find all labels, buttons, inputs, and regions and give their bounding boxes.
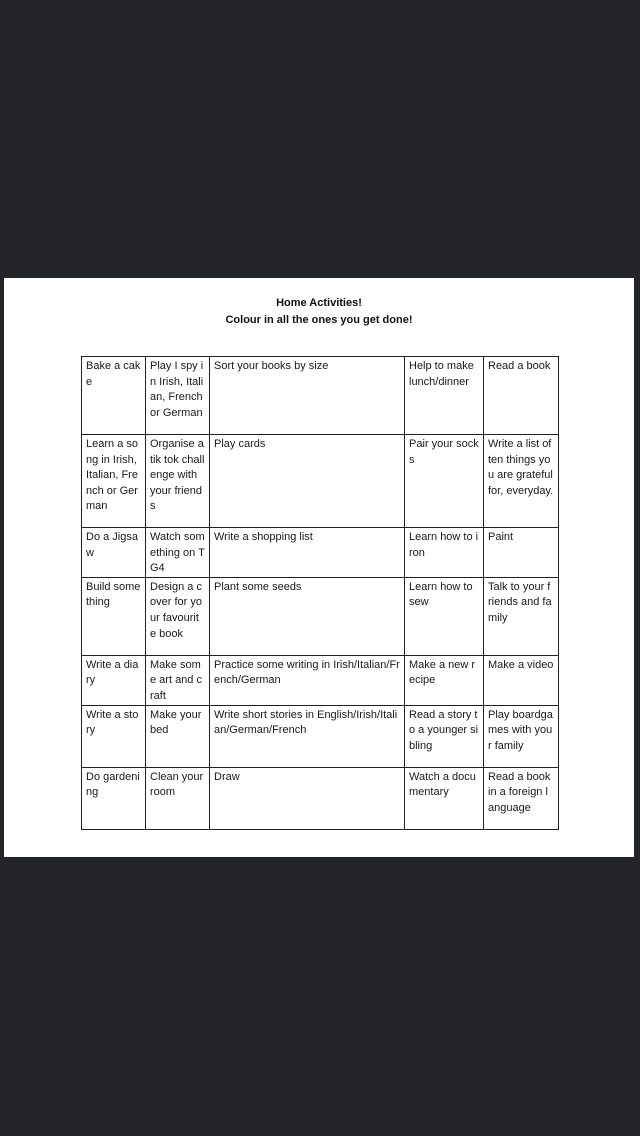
activity-cell: Pair your socks (405, 435, 484, 528)
table-row (82, 767, 559, 829)
activity-cell: Read a story to a younger sibling (405, 705, 484, 767)
activity-cell: Write a diary (82, 655, 146, 705)
activity-cell: Play cards (210, 435, 405, 528)
activity-cell: Watch something on TG4 (146, 528, 210, 578)
activity-cell: Clean your room (146, 767, 210, 829)
activity-cell: Sort your books by size (210, 357, 405, 435)
activity-cell: Play boardgames with your family (484, 705, 559, 767)
activities-grid (81, 356, 559, 830)
activity-cell: Write short stories in English/Irish/Italian/German/French (210, 705, 405, 767)
activity-cell: Help to make lunch/dinner (405, 357, 484, 435)
table-row (82, 528, 559, 578)
table-row (82, 357, 559, 435)
activity-cell: Do a Jigsaw (82, 528, 146, 578)
activity-cell: Plant some seeds (210, 577, 405, 655)
document-page (4, 278, 634, 857)
table-row (82, 655, 559, 705)
activity-cell: Paint (484, 528, 559, 578)
activity-cell: Organise a tik tok challenge with your friends (146, 435, 210, 528)
activity-cell: Practice some writing in Irish/Italian/French/German (210, 655, 405, 705)
document-title: Home Activities! (276, 297, 362, 309)
activity-cell: Read a book (484, 357, 559, 435)
activity-cell: Make a video (484, 655, 559, 705)
activity-cell: Write a story (82, 705, 146, 767)
activity-cell: Watch a documentary (405, 767, 484, 829)
activity-cell: Design a cover for your favourite book (146, 577, 210, 655)
activity-cell: Make some art and craft (146, 655, 210, 705)
activity-cell: Do gardening (82, 767, 146, 829)
activity-cell: Build something (82, 577, 146, 655)
activity-cell: Learn a song in Irish, Italian, French or German (82, 435, 146, 528)
activity-cell: Draw (210, 767, 405, 829)
table-row (82, 435, 559, 528)
activity-cell: Learn how to sew (405, 577, 484, 655)
activity-cell: Write a shopping list (210, 528, 405, 578)
activity-cell: Write a list of ten things you are grateful for, everyday. (484, 435, 559, 528)
activity-cell: Make a new recipe (405, 655, 484, 705)
activity-cell: Learn how to iron (405, 528, 484, 578)
table-row (82, 705, 559, 767)
activity-cell: Make your bed (146, 705, 210, 767)
activity-cell: Play I spy in Irish, Italian, French or German (146, 357, 210, 435)
document-subtitle: Colour in all the ones you get done! (225, 314, 413, 326)
table-row (82, 577, 559, 655)
activity-cell: Talk to your friends and family (484, 577, 559, 655)
activity-cell: Read a book in a foreign language (484, 767, 559, 829)
activity-cell: Bake a cake (82, 357, 146, 435)
